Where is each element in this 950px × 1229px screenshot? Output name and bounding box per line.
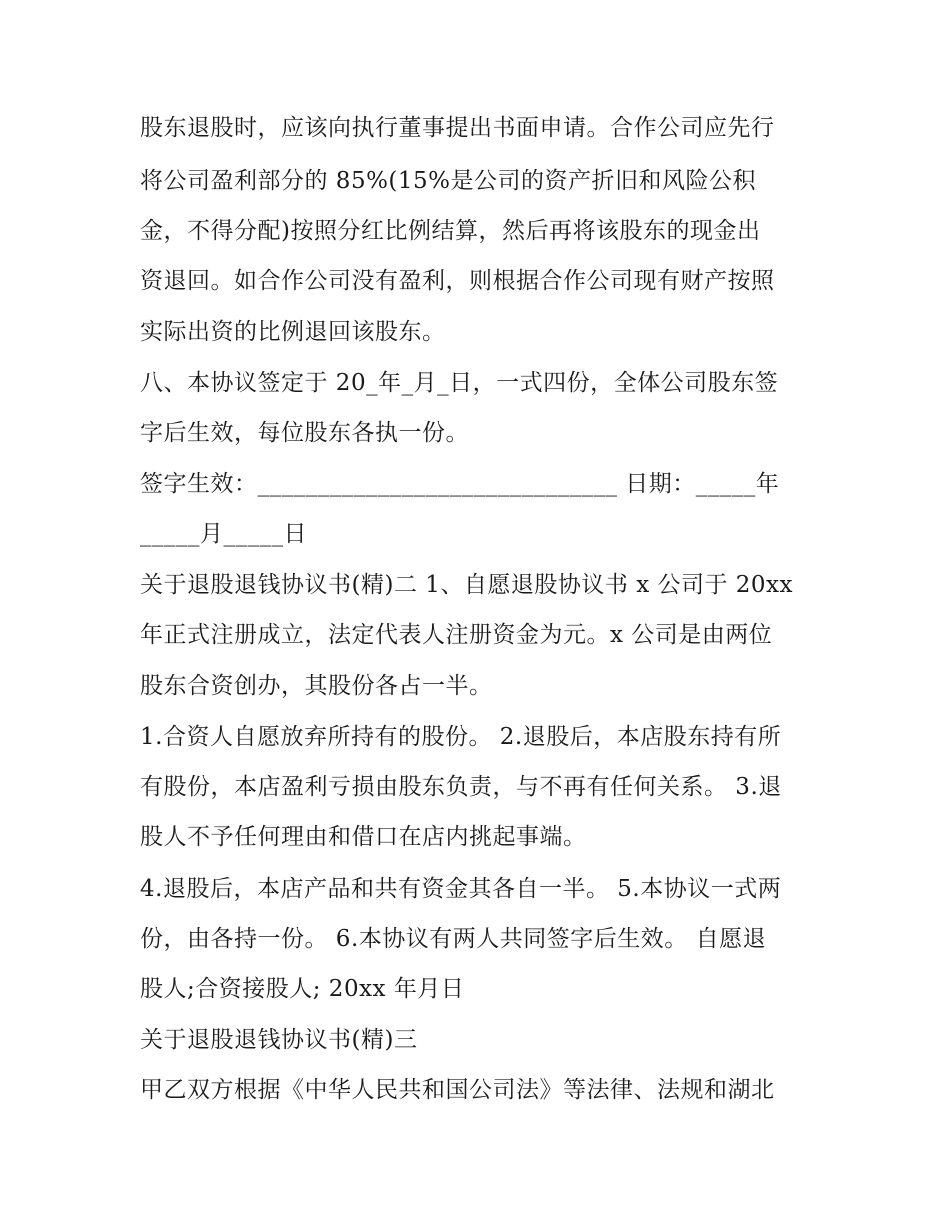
text-line: 年正式注册成立，法定代表人注册资金为元。x 公司是由两位 — [140, 622, 773, 648]
text-line: 资退回。如合作公司没有盈利，则根据合作公司现有财产按照 — [140, 268, 775, 294]
text-line: 4.退股后，本店产品和共有资金其各自一半。 5.本协议一式两 — [140, 876, 782, 902]
date-line: _____月_____日 — [140, 521, 307, 547]
text-line: 1.合资人自愿放弃所持有的股份。 2.退股后，本店股东持有所 — [140, 724, 782, 750]
text-line: 甲乙双方根据《中华人民共和国公司法》等法律、法规和湖北 — [140, 1077, 775, 1103]
section-heading: 关于退股退钱协议书(精)二 1、自愿退股协议书 x 公司于 20xx — [140, 572, 794, 598]
text-line: 股人;合资接股人; 20xx 年月日 — [140, 976, 465, 1002]
text-line: 金，不得分配)按照分红比例结算，然后再将该股东的现金出 — [140, 218, 761, 244]
text-line: 股东合资创办，其股份各占一半。 — [140, 673, 493, 699]
text-line: 份，由各持一份。 6.本协议有两人共同签字后生效。 自愿退 — [140, 926, 767, 952]
text-line: 字后生效，每位股东各执一份。 — [140, 420, 469, 446]
text-line: 有股份，本店盈利亏损由股东负责，与不再有任何关系。 3.退 — [140, 774, 782, 800]
text-line: 实际出资的比例退回该股东。 — [140, 319, 446, 345]
signature-line: 签字生效：______________________________ 日期：_____年 — [140, 471, 780, 497]
text-line: 八、本协议签定于 20_年_月_日，一式四份，全体公司股东签 — [140, 370, 779, 396]
text-line: 股东退股时，应该向执行董事提出书面申请。合作公司应先行 — [140, 115, 775, 141]
text-line: 股人不予任何理由和借口在店内挑起事端。 — [140, 824, 587, 850]
section-heading: 关于退股退钱协议书(精)三 — [140, 1027, 418, 1053]
text-line: 将公司盈利部分的 85%(15%是公司的资产折旧和风险公积 — [140, 168, 757, 194]
